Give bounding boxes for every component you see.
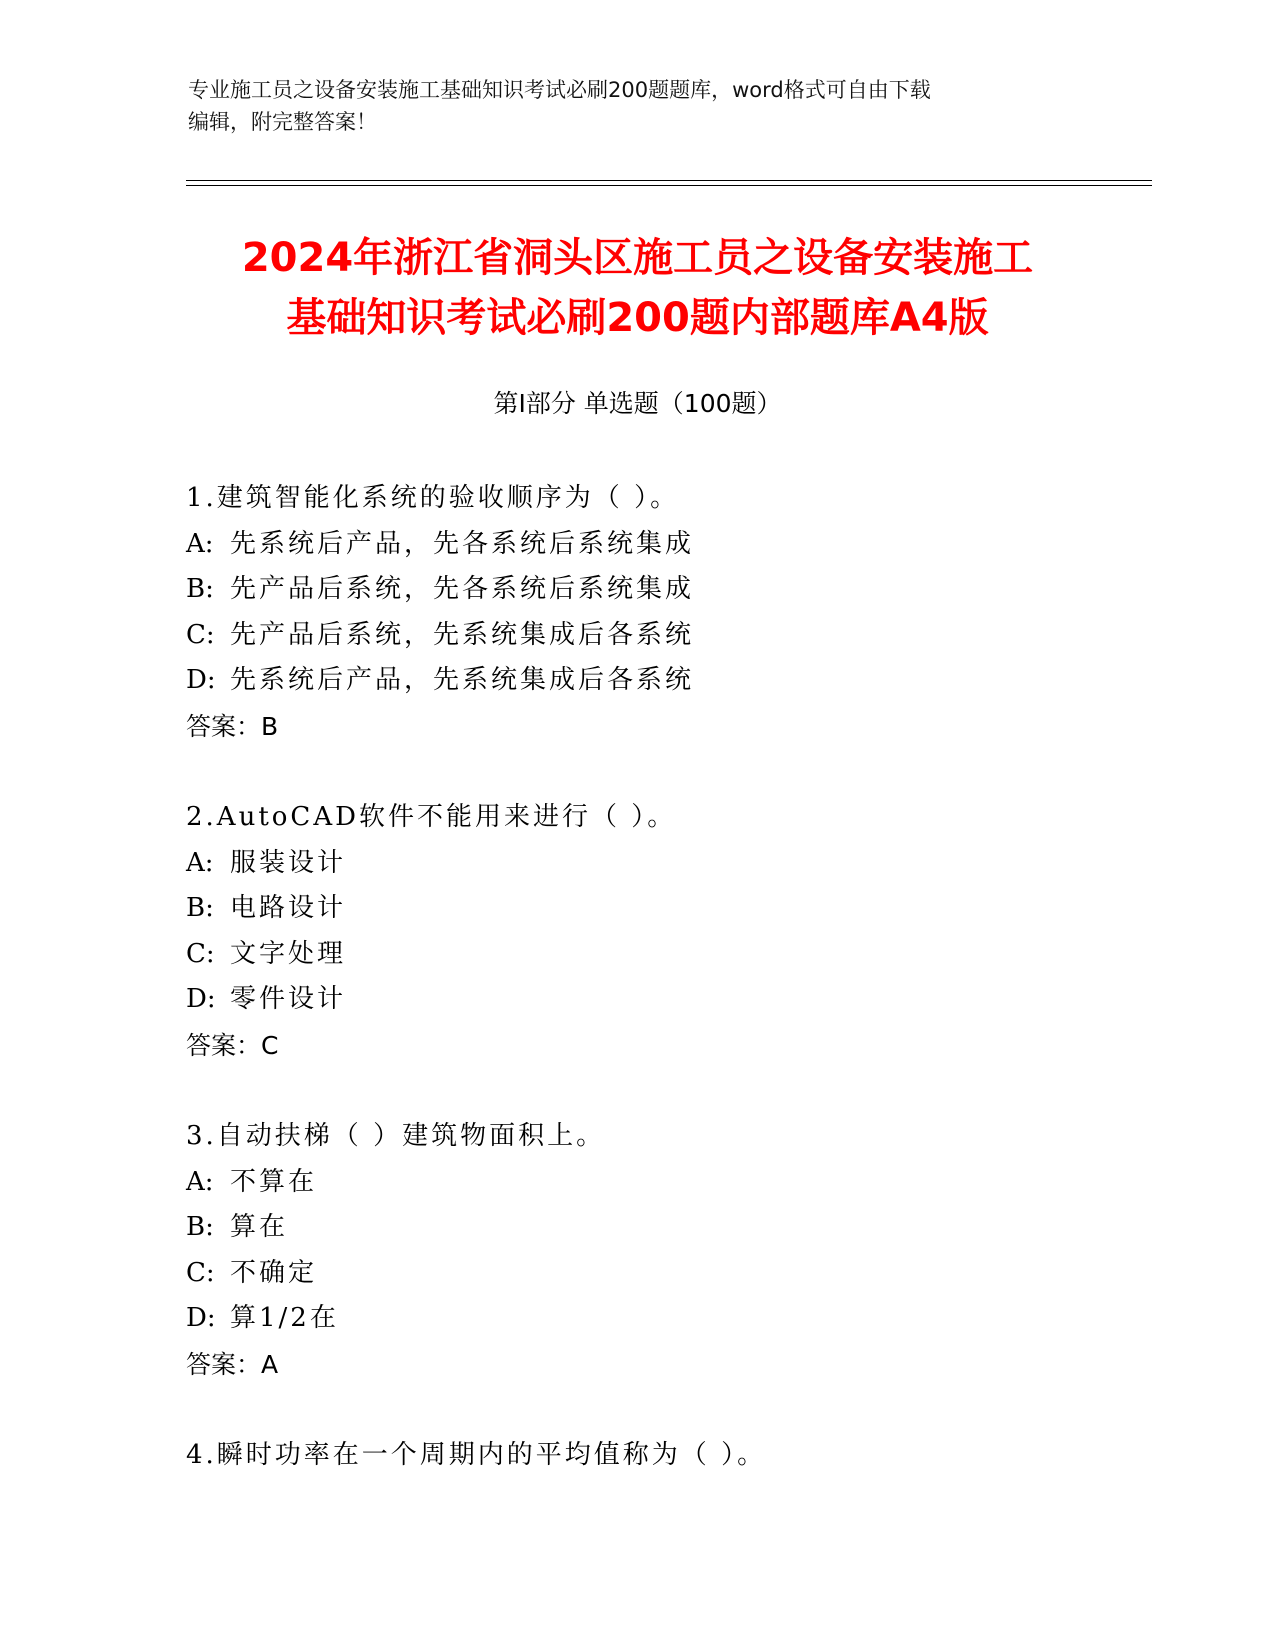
header-note-line-2: 编辑，附完整答案！: [188, 110, 377, 134]
option-label: A:: [186, 1166, 214, 1197]
option-d: [186, 658, 1136, 704]
question-1: [186, 476, 1136, 749]
option-text: 零件设计: [230, 984, 347, 1014]
option-text: 服装设计: [230, 847, 347, 878]
option-a: [186, 1160, 1136, 1206]
option-a: [186, 522, 1136, 568]
option-c: [186, 613, 1136, 659]
question-list: [186, 476, 1136, 1525]
option-b: [186, 567, 1136, 613]
option-text: 文字处理: [230, 938, 347, 969]
header-divider-bottom: [186, 185, 1152, 186]
option-label: B:: [186, 574, 214, 604]
question-3: [186, 1114, 1136, 1387]
header-note-line-1: 专业施工员之设备安装施工基础知识考试必刷200题题库，word格式可自由下载: [188, 78, 931, 102]
question-text: 3.自动扶梯（ ）建筑物面积上。: [186, 1121, 606, 1151]
document-title-line-2: 基础知识考试必刷200题内部题库A4版: [286, 295, 989, 341]
option-text: 不算在: [230, 1166, 318, 1197]
option-d: [186, 977, 1136, 1023]
option-text: 算1/2在: [230, 1303, 339, 1333]
question-text: 4.瞬时功率在一个周期内的平均值称为（ ）。: [186, 1440, 767, 1470]
option-label: B:: [186, 1212, 214, 1242]
option-label: B:: [186, 893, 214, 923]
option-text: 先系统后产品，先各系统后系统集成: [230, 528, 695, 559]
option-c: [186, 1251, 1136, 1297]
header-divider-top: [186, 180, 1152, 181]
answer: 答案：B: [186, 711, 279, 741]
option-label: D:: [186, 1303, 216, 1333]
option-text: 电路设计: [230, 893, 347, 923]
option-label: A:: [186, 528, 214, 559]
option-label: C:: [186, 619, 215, 650]
question-2: [186, 795, 1136, 1068]
option-c: [186, 932, 1136, 978]
header-note: [188, 74, 1088, 138]
document-title: [100, 228, 1175, 348]
option-text: 先产品后系统，先系统集成后各系统: [230, 619, 695, 650]
option-text: 先产品后系统，先各系统后系统集成: [230, 574, 695, 604]
option-label: A:: [186, 847, 214, 878]
question-4: [186, 1433, 1136, 1479]
option-b: [186, 1205, 1136, 1251]
option-label: D:: [186, 665, 216, 695]
section-title: 第Ⅰ部分 单选题（100题）: [493, 389, 782, 418]
question-text: 2.AutoCAD软件不能用来进行（ ）。: [186, 802, 677, 832]
option-d: [186, 1296, 1136, 1342]
option-label: C:: [186, 938, 215, 969]
option-text: 算在: [230, 1212, 289, 1242]
option-text: 先系统后产品，先系统集成后各系统: [230, 665, 695, 695]
document-title-line-1: 2024年浙江省洞头区施工员之设备安装施工: [241, 235, 1034, 281]
option-text: 不确定: [230, 1257, 318, 1288]
answer: 答案：C: [186, 1030, 279, 1060]
option-label: C:: [186, 1257, 215, 1288]
option-b: [186, 886, 1136, 932]
question-text: 1.建筑智能化系统的验收顺序为（ ）。: [186, 483, 680, 513]
option-a: [186, 841, 1136, 887]
option-label: D:: [186, 984, 216, 1014]
answer: 答案：A: [186, 1349, 279, 1379]
